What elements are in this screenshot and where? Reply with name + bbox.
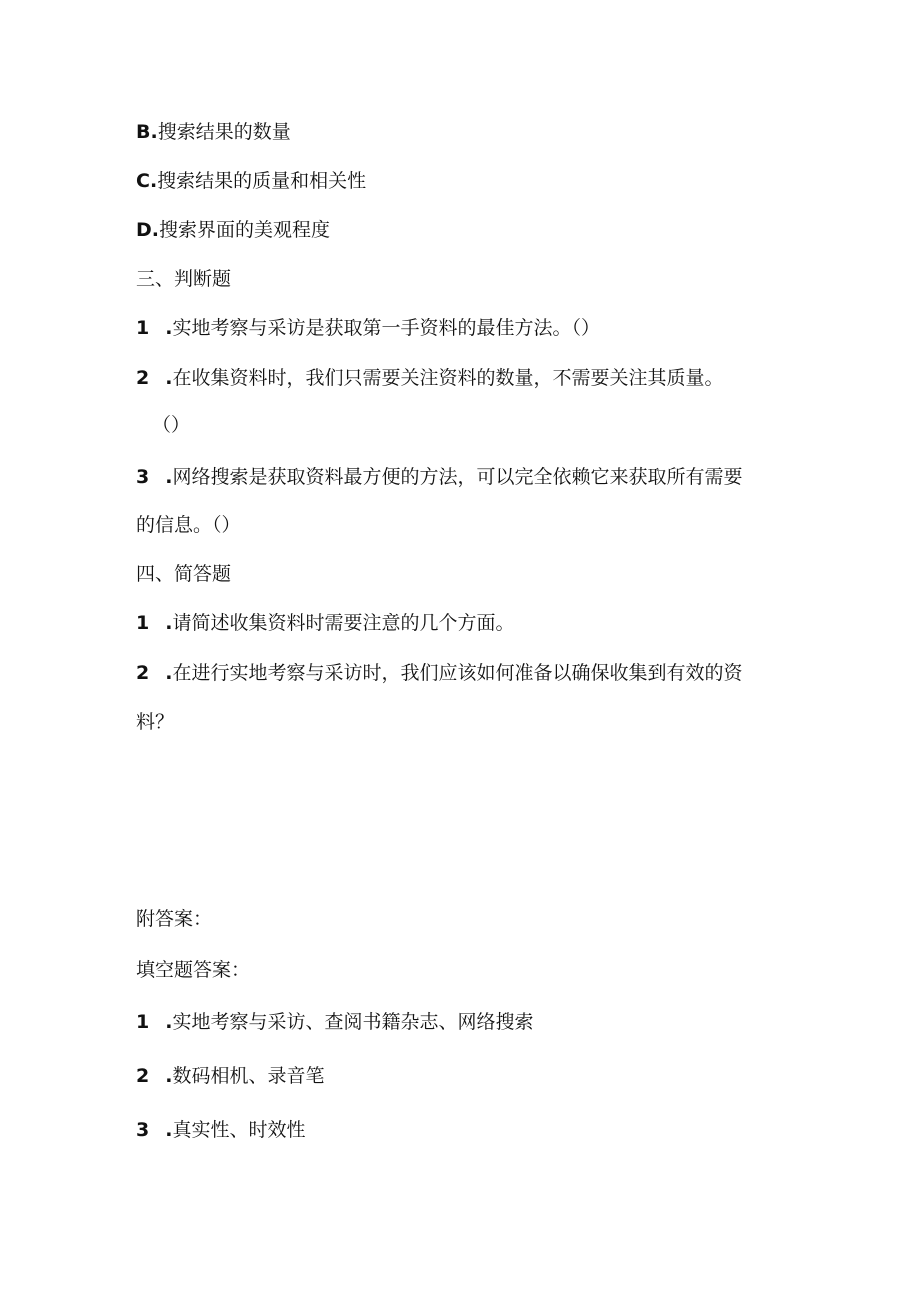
option-text: 搜索结果的数量 bbox=[157, 121, 291, 143]
option-text: 搜索界面的美观程度 bbox=[159, 219, 331, 241]
item-number: 1 bbox=[136, 317, 150, 339]
item-text: 网络搜索是获取资料最方便的方法，可以完全依赖它来获取所有需要 bbox=[172, 466, 743, 488]
judgement-item-2: 2 .在收集资料时，我们只需要关注资料的数量，不需要关注其质量。 bbox=[136, 367, 724, 389]
option-letter: B bbox=[136, 121, 151, 143]
item-number: 3 bbox=[136, 1119, 150, 1141]
option-b: B.搜索结果的数量 bbox=[136, 121, 291, 143]
item-text: 在进行实地考察与采访时，我们应该如何准备以确保收集到有效的资 bbox=[172, 662, 743, 684]
item-text: 实地考察与采访、查阅书籍杂志、网络搜索 bbox=[172, 1011, 534, 1033]
answers-subheading: 填空题答案： bbox=[136, 959, 251, 981]
answer-item-3: 3 .真实性、时效性 bbox=[136, 1119, 306, 1141]
answers-heading: 附答案： bbox=[136, 908, 213, 930]
option-text: 搜索结果的质量和相关性 bbox=[157, 170, 367, 192]
option-c: C.搜索结果的质量和相关性 bbox=[136, 170, 367, 192]
option-letter: D bbox=[136, 219, 152, 241]
judgement-item-3-cont: 的信息。（） bbox=[136, 514, 241, 536]
answer-item-2: 2 .数码相机、录音笔 bbox=[136, 1065, 325, 1087]
item-text: 真实性、时效性 bbox=[172, 1119, 306, 1141]
judgement-item-3: 3 .网络搜索是获取资料最方便的方法，可以完全依赖它来获取所有需要 bbox=[136, 466, 743, 488]
item-text: 实地考察与采访是获取第一手资料的最佳方法。（） bbox=[172, 317, 600, 339]
answer-item-1: 1 .实地考察与采访、查阅书籍杂志、网络搜索 bbox=[136, 1011, 534, 1033]
item-text: 请简述收集资料时需要注意的几个方面。 bbox=[172, 612, 515, 634]
item-number: 1 bbox=[136, 1011, 150, 1033]
judgement-item-1: 1 .实地考察与采访是获取第一手资料的最佳方法。（） bbox=[136, 317, 600, 339]
short-answer-heading: 四、简答题 bbox=[136, 563, 232, 585]
item-number: 3 bbox=[136, 466, 150, 488]
option-letter: C bbox=[136, 170, 150, 192]
judgement-heading: 三、判断题 bbox=[136, 268, 232, 290]
option-d: D.搜索界面的美观程度 bbox=[136, 219, 331, 241]
short-answer-item-2: 2 .在进行实地考察与采访时，我们应该如何准备以确保收集到有效的资 bbox=[136, 662, 743, 684]
item-number: 2 bbox=[136, 662, 150, 684]
item-text: 在收集资料时，我们只需要关注资料的数量，不需要关注其质量。 bbox=[172, 367, 724, 389]
item-number: 2 bbox=[136, 1065, 150, 1087]
short-answer-item-2-cont: 料？ bbox=[136, 711, 175, 733]
item-text: 数码相机、录音笔 bbox=[172, 1065, 325, 1087]
item-number: 2 bbox=[136, 367, 150, 389]
short-answer-item-1: 1 .请简述收集资料时需要注意的几个方面。 bbox=[136, 612, 515, 634]
item-number: 1 bbox=[136, 612, 150, 634]
judgement-item-2-cont: （） bbox=[152, 414, 191, 436]
